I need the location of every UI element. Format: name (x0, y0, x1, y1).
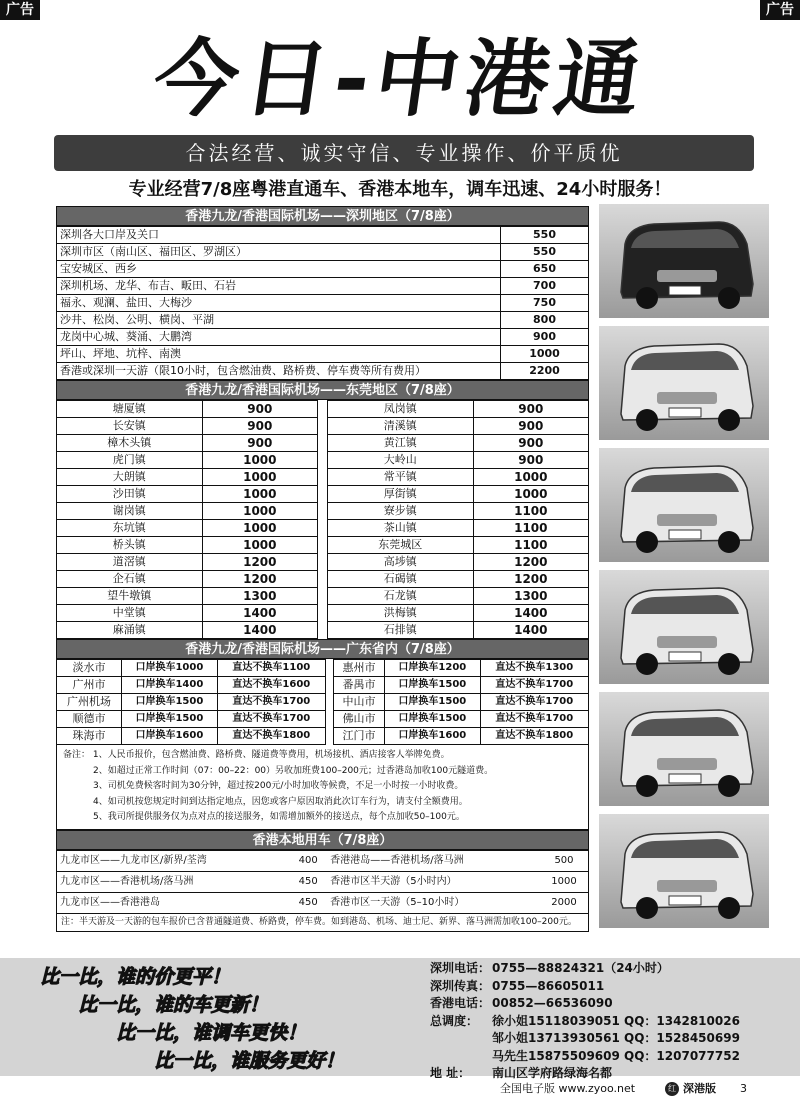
price-cell: 1400 (473, 605, 588, 622)
town-cell: 谢岗镇 (57, 503, 203, 520)
price-cell: 1000 (202, 520, 317, 537)
note-line: 备注： 1、人民币报价，包含燃油费、路桥费、隧道费等费用，机场接机、酒店接客人举牌免费。 (63, 750, 450, 760)
table-row (57, 418, 589, 435)
price-cell: 1200 (202, 571, 317, 588)
table-row (57, 503, 589, 520)
gap-cell (326, 711, 334, 728)
price-cell: 1000 (202, 486, 317, 503)
price-cell: 1100 (473, 503, 588, 520)
town-cell: 望牛墩镇 (57, 588, 203, 605)
price-cell: 1000 (473, 486, 588, 503)
table-row (57, 312, 589, 329)
town-cell: 道滘镇 (57, 554, 203, 571)
table-row (57, 363, 589, 380)
price-cell: 900 (473, 418, 588, 435)
price-cell: 900 (473, 435, 588, 452)
price-cell: 1000 (540, 871, 589, 892)
table-row (57, 244, 589, 261)
edition-badge: 红 (665, 1082, 679, 1096)
price-cell: 1400 (202, 605, 317, 622)
table-row (57, 329, 589, 346)
town-cell: 中堂镇 (57, 605, 203, 622)
town-cell: 大朗镇 (57, 469, 203, 486)
table-row (57, 227, 589, 244)
town-cell: 虎门镇 (57, 452, 203, 469)
price-cell: 1400 (202, 622, 317, 639)
gap-cell (326, 677, 334, 694)
price-cell: 550 (501, 244, 589, 261)
gap-cell (326, 660, 334, 677)
gap-cell (317, 503, 327, 520)
city-cell: 江门市 (334, 728, 385, 745)
van-photo (599, 326, 769, 440)
table-row (57, 452, 589, 469)
transfer-price-cell: 口岸换车1500 (122, 694, 218, 711)
area-cell: 深圳机场、龙华、布吉、畈田、石岩 (57, 278, 501, 295)
table-row (57, 850, 589, 871)
price-cell: 1200 (473, 571, 588, 588)
section-title-shenzhen: 香港九龙/香港国际机场——深圳地区（7/8座） (56, 206, 589, 226)
town-cell: 长安镇 (57, 418, 203, 435)
direct-price-cell: 直达不换车1100 (217, 660, 325, 677)
price-cell: 750 (501, 295, 589, 312)
price-cell: 900 (473, 452, 588, 469)
area-cell: 沙井、松岗、公明、横岗、平湖 (57, 312, 501, 329)
area-cell: 坪山、坪地、坑梓、南澳 (57, 346, 501, 363)
gap-cell (317, 520, 327, 537)
town-cell: 高埗镇 (327, 554, 473, 571)
direct-price-cell: 直达不换车1800 (480, 728, 588, 745)
table-row (57, 520, 589, 537)
table-row (57, 892, 589, 913)
table-row (57, 401, 589, 418)
table-row (57, 622, 589, 639)
sz-tel-label: 深圳电话： (430, 961, 491, 975)
price-cell: 1000 (202, 469, 317, 486)
city-cell: 广州机场 (57, 694, 122, 711)
route-cell: 香港市区半天游（5小时内） (327, 871, 540, 892)
direct-price-cell: 直达不换车1700 (480, 677, 588, 694)
table-row (57, 711, 589, 728)
sz-fax: 0755—86605011 (492, 978, 605, 993)
table-shenzhen (56, 226, 589, 380)
price-tables (56, 206, 589, 932)
table-row (57, 571, 589, 588)
gap-cell (317, 571, 327, 588)
town-cell: 茶山镇 (327, 520, 473, 537)
van-photo (599, 448, 769, 562)
table-hk-local (56, 850, 589, 914)
price-cell: 2000 (540, 892, 589, 913)
direct-price-cell: 直达不换车1700 (480, 711, 588, 728)
town-cell: 厚街镇 (327, 486, 473, 503)
table-row (57, 486, 589, 503)
sz-fax-label: 深圳传真： (430, 978, 491, 993)
city-cell: 广州市 (57, 677, 122, 694)
direct-price-cell: 直达不换车1600 (217, 677, 325, 694)
town-cell: 石龙镇 (327, 588, 473, 605)
dispatch-1: 徐小姐15118039051 QQ：1342810026 (492, 1013, 740, 1028)
route-cell: 九龙市区——九龙市区/新界/荃湾 (57, 850, 290, 871)
gap-cell (317, 469, 327, 486)
van-photo (599, 204, 769, 318)
table-guangdong (56, 659, 589, 745)
table-row (57, 660, 589, 677)
area-cell: 香港或深圳一天游（限10小时，包含燃油费、路桥费、停车费等所有费用） (57, 363, 501, 380)
transfer-price-cell: 口岸换车1500 (385, 694, 481, 711)
town-cell: 樟木头镇 (57, 435, 203, 452)
compare-line-4: 比一比，谁服务更好！ (154, 1050, 345, 1072)
table-row (57, 677, 589, 694)
price-cell: 1300 (202, 588, 317, 605)
transfer-price-cell: 口岸换车1500 (385, 677, 481, 694)
price-cell: 1000 (473, 469, 588, 486)
addr-label: 地 址： (430, 1066, 471, 1080)
ad-label-left: 广告 (0, 0, 40, 20)
transfer-price-cell: 口岸换车1600 (122, 728, 218, 745)
price-cell: 1000 (501, 346, 589, 363)
town-cell: 清溪镇 (327, 418, 473, 435)
van-photo (599, 692, 769, 806)
table-row (57, 554, 589, 571)
town-cell: 洪梅镇 (327, 605, 473, 622)
town-cell: 麻涌镇 (57, 622, 203, 639)
table-dongguan (56, 400, 589, 639)
slogan-bar: 合法经营、诚实守信、专业操作、价平质优 (54, 135, 754, 171)
price-cell: 650 (501, 261, 589, 278)
price-cell: 900 (202, 418, 317, 435)
price-cell: 450 (289, 892, 327, 913)
area-cell: 深圳市区（南山区、福田区、罗湖区） (57, 244, 501, 261)
price-cell: 1200 (202, 554, 317, 571)
section-title-hk-local: 香港本地用车（7/8座） (56, 830, 589, 850)
note-line: 4、如司机按您规定时间到达指定地点，因您或客户原因取消此次订车行为，请支付全额费用。 (93, 796, 468, 807)
hk-tel-label: 香港电话： (430, 996, 491, 1010)
address: 南山区学府路绿海名都 (492, 1066, 613, 1080)
price-cell: 450 (289, 871, 327, 892)
edition-name: 深港版 (683, 1082, 716, 1095)
town-cell: 东莞城区 (327, 537, 473, 554)
direct-price-cell: 直达不换车1800 (217, 728, 325, 745)
site-url: 全国电子版 www.zyoo.net (500, 1082, 636, 1095)
price-cell: 900 (202, 401, 317, 418)
dispatch-3: 马先生15875509609 QQ：1207077752 (492, 1048, 740, 1063)
price-cell: 900 (202, 435, 317, 452)
vehicle-photos (599, 204, 769, 936)
table-row (57, 278, 589, 295)
sz-tel: 0755—88824321（24小时） (492, 961, 669, 975)
gap-cell (317, 537, 327, 554)
town-cell: 黄江镇 (327, 435, 473, 452)
page-footer (0, 1078, 800, 1100)
town-cell: 沙田镇 (57, 486, 203, 503)
gap-cell (317, 554, 327, 571)
section-title-guangdong: 香港九龙/香港国际机场——广东省内（7/8座） (56, 639, 589, 659)
transfer-price-cell: 口岸换车1200 (385, 660, 481, 677)
transfer-price-cell: 口岸换车1600 (385, 728, 481, 745)
direct-price-cell: 直达不换车1700 (217, 711, 325, 728)
price-cell: 1100 (473, 537, 588, 554)
route-cell: 九龙市区——香港机场/落马洲 (57, 871, 290, 892)
price-cell: 1400 (473, 622, 588, 639)
area-cell: 福永、观澜、盐田、大梅沙 (57, 295, 501, 312)
table-row (57, 261, 589, 278)
ad-label-right: 广告 (760, 0, 800, 20)
direct-price-cell: 直达不换车1700 (217, 694, 325, 711)
price-cell: 900 (473, 401, 588, 418)
direct-price-cell: 直达不换车1300 (480, 660, 588, 677)
price-cell: 800 (501, 312, 589, 329)
note-line: 3、司机免费候客时间为30分钟，超过按200元/小时加收等候费，不足一小时按一小时收费。 (93, 781, 464, 791)
notes (56, 745, 589, 830)
city-cell: 番禺市 (334, 677, 385, 694)
price-cell: 550 (501, 227, 589, 244)
town-cell: 寮步镇 (327, 503, 473, 520)
transfer-price-cell: 口岸换车1500 (385, 711, 481, 728)
brand-logo: 今日-中港通 (147, 30, 653, 128)
price-cell: 1300 (473, 588, 588, 605)
route-cell: 香港市区一天游（5–10小时） (327, 892, 540, 913)
transfer-price-cell: 口岸换车1000 (122, 660, 218, 677)
city-cell: 珠海市 (57, 728, 122, 745)
gap-cell (317, 401, 327, 418)
town-cell: 石碣镇 (327, 571, 473, 588)
town-cell: 石排镇 (327, 622, 473, 639)
gap-cell (317, 418, 327, 435)
area-cell: 龙岗中心城、葵涌、大鹏湾 (57, 329, 501, 346)
town-cell: 凤岗镇 (327, 401, 473, 418)
gap-cell (326, 728, 334, 745)
table-row (57, 346, 589, 363)
compare-line-2: 比一比，谁的车更新！ (78, 994, 269, 1016)
route-cell: 九龙市区——香港港岛 (57, 892, 290, 913)
area-cell: 宝安城区、西乡 (57, 261, 501, 278)
dispatch-label: 总调度： (430, 1013, 479, 1028)
city-cell: 淡水市 (57, 660, 122, 677)
gap-cell (317, 605, 327, 622)
price-cell: 1000 (202, 537, 317, 554)
town-cell: 大岭山 (327, 452, 473, 469)
town-cell: 塘厦镇 (57, 401, 203, 418)
table-row (57, 295, 589, 312)
hk-tel: 00852—66536090 (492, 996, 613, 1010)
dispatch-2: 邹小姐13713930561 QQ：1528450699 (492, 1031, 740, 1045)
price-cell: 1000 (202, 452, 317, 469)
table-row (57, 435, 589, 452)
gap-cell (317, 435, 327, 452)
table-row (57, 537, 589, 554)
gap-cell (317, 486, 327, 503)
gap-cell (317, 588, 327, 605)
compare-line-1: 比一比，谁的价更平！ (40, 966, 231, 988)
price-cell: 1200 (473, 554, 588, 571)
table-row (57, 588, 589, 605)
contact-info (430, 960, 790, 1083)
note-line: 2、如超过正常工作时间（07：00–22：00）另收加班费100–200元；过香港岛加收100元隧道费。 (93, 765, 494, 776)
hk-local-note: 注：半天游及一天游的包车报价已含普通隧道费、桥路费，停车费。如到港岛、机场、迪士尼、新界、落马洲需加收100–200元。 (56, 914, 589, 932)
price-cell: 2200 (501, 363, 589, 380)
town-cell: 常平镇 (327, 469, 473, 486)
price-cell: 700 (501, 278, 589, 295)
table-row (57, 694, 589, 711)
area-cell: 深圳各大口岸及关口 (57, 227, 501, 244)
price-cell: 500 (540, 850, 589, 871)
city-cell: 惠州市 (334, 660, 385, 677)
route-cell: 香港港岛——香港机场/落马洲 (327, 850, 540, 871)
section-title-dongguan: 香港九龙/香港国际机场——东莞地区（7/8座） (56, 380, 589, 400)
town-cell: 桥头镇 (57, 537, 203, 554)
town-cell: 东坑镇 (57, 520, 203, 537)
transfer-price-cell: 口岸换车1500 (122, 711, 218, 728)
gap-cell (326, 694, 334, 711)
transfer-price-cell: 口岸换车1400 (122, 677, 218, 694)
compare-line-3: 比一比，谁调车更快！ (116, 1022, 307, 1044)
price-cell: 1000 (202, 503, 317, 520)
table-row (57, 728, 589, 745)
gap-cell (317, 622, 327, 639)
headline: 专业经营7/8座粤港直通车、香港本地车，调车迅速、24小时服务！ (128, 179, 672, 200)
table-row (57, 871, 589, 892)
van-photo (599, 570, 769, 684)
price-cell: 900 (501, 329, 589, 346)
table-row (57, 469, 589, 486)
page-number: 3 (740, 1082, 747, 1095)
direct-price-cell: 直达不换车1700 (480, 694, 588, 711)
town-cell: 企石镇 (57, 571, 203, 588)
gap-cell (317, 452, 327, 469)
price-cell: 400 (289, 850, 327, 871)
note-line: 5、我司所提供服务仅为点对点的接送服务，如需增加额外的接送点，每个点加收50–100元。 (93, 812, 465, 822)
city-cell: 顺德市 (57, 711, 122, 728)
city-cell: 中山市 (334, 694, 385, 711)
van-photo (599, 814, 769, 928)
table-row (57, 605, 589, 622)
city-cell: 佛山市 (334, 711, 385, 728)
price-cell: 1100 (473, 520, 588, 537)
